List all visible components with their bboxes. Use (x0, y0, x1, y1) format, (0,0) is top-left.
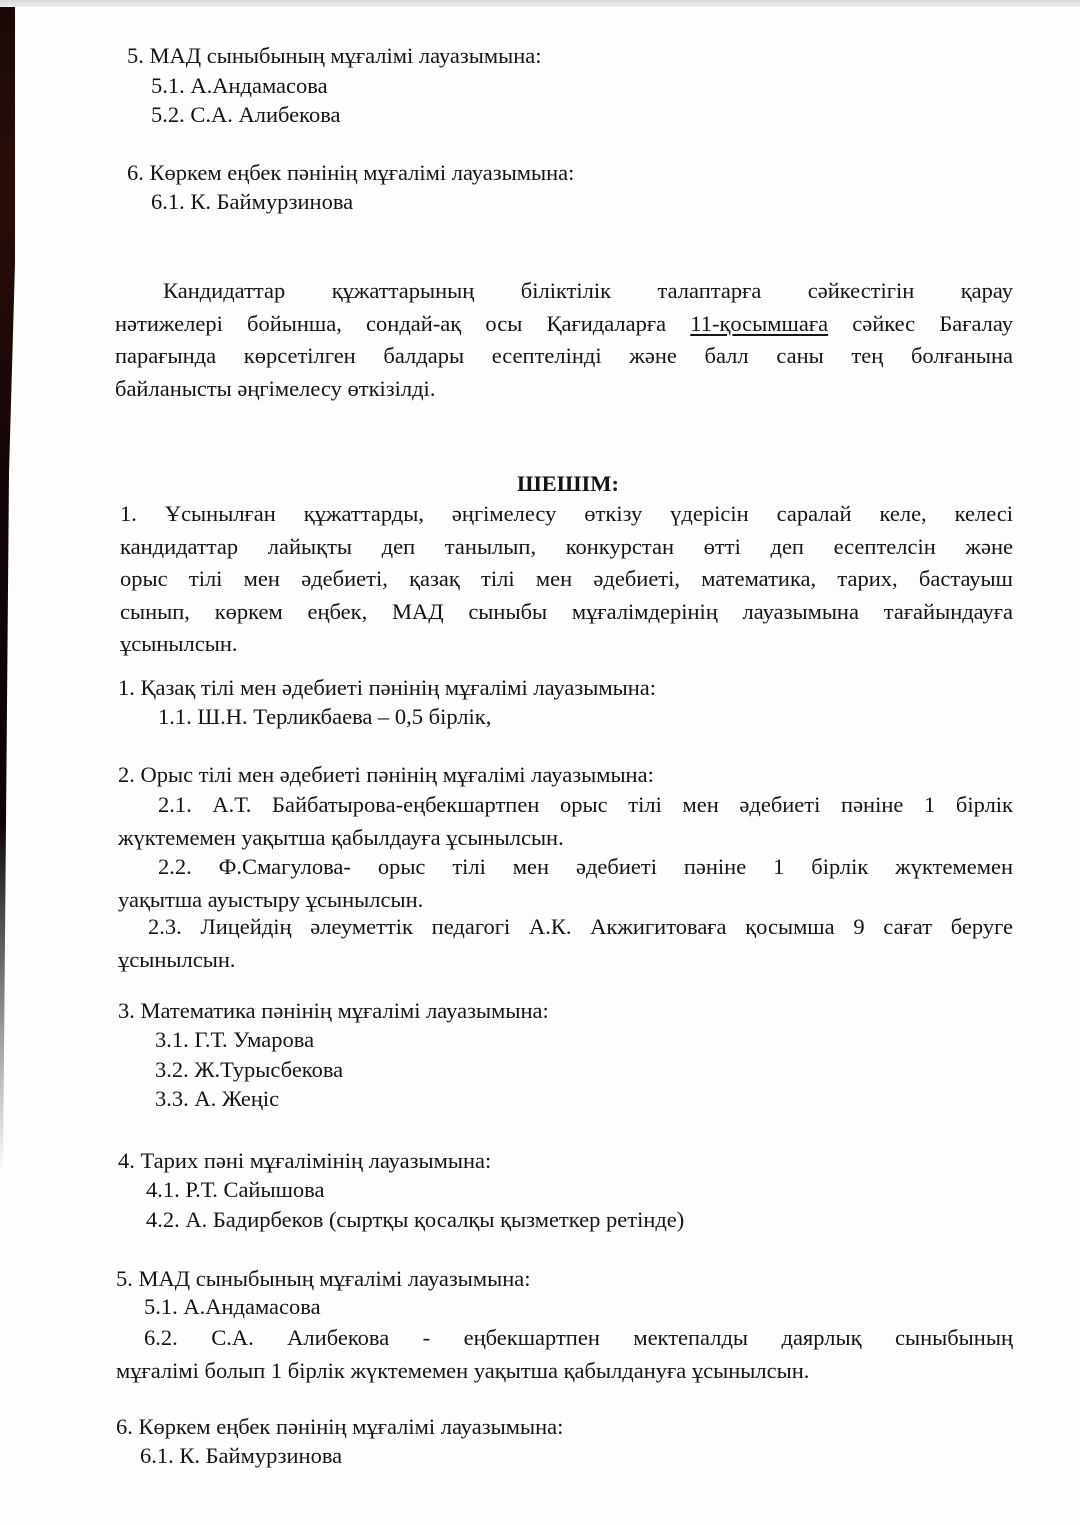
intro-item5-entry-2: 5.2. С.А. Алибекова (151, 102, 341, 127)
decision-point-1 (120, 498, 1013, 661)
point1-line-1: 1. Ұсынылған құжаттарды, әңгімелесу өткізу үдерісін саралай келе, келесі (120, 501, 1013, 526)
section-2-entry-2: 2.2. Ф.Смагулова- орыс тілі мен әдебиеті пәніне 1 бірлік жүктемемен уақытша ауыстыру ұсынылсын. (118, 854, 1013, 912)
section-2-title: 2. Орыс тілі мен әдебиеті пәнінің мұғалімі лауазымына: (118, 762, 654, 787)
intro-item5-title: 5. МАД сыныбының мұғалімі лауазымына: (127, 43, 542, 68)
paragraph-line-1: Кандидаттар құжаттарының біліктілік талаптарға сәйкестігін қарау (163, 278, 1013, 303)
point1-line-4: сынып, көркем еңбек, МАД сыныбы мұғалімдерінің лауазымына тағайындауға (120, 598, 1013, 624)
section-1-entry-1: 1.1. Ш.Н. Терликбаева – 0,5 бірлік, (158, 704, 492, 729)
section-3-entry-1: 3.1. Г.Т. Умарова (155, 1027, 315, 1052)
paragraph-line-3: парағында көрсетілген балдары есептелінді және балл саны тең болғанына (115, 343, 1013, 368)
section-5-entry-1: 5.1. А.Андамасова (144, 1294, 321, 1319)
section-1-title: 1. Қазақ тілі мен әдебиеті пәнінің мұғалімі лауазымына: (118, 675, 657, 700)
point1-line-2: кандидаттар лайықты деп танылып, конкурстан өтті деп есептелсін және (120, 533, 1013, 559)
section-2-entry-1: 2.1. А.Т. Байбатырова-еңбекшартпен орыс тілі мен әдебиеті пәніне 1 бірлік жүктемемен уақытша қабылдауға ұсынылсын. (118, 792, 1013, 850)
section-4-entry-2: 4.2. А. Бадирбеков (сыртқы қосалқы қызметкер ретінде) (146, 1207, 685, 1232)
paragraph-line-2: нәтижелері бойынша, сондай-ақ осы Қағидаларға 11-қосымшаға сәйкес Бағалау (115, 310, 1013, 336)
intro-item6-entry-1: 6.1. К. Баймурзинова (151, 189, 354, 214)
point1-line-3: орыс тілі мен әдебиеті, қазақ тілі мен әдебиеті, математика, тарих, бастауыш (120, 566, 1013, 591)
intro-item5-entry-1: 5.1. А.Андамасова (151, 73, 328, 98)
intro-item6-title: 6. Көркем еңбек пәнінің мұғалімі лауазымына: (127, 160, 575, 185)
findings-paragraph (115, 275, 1013, 405)
section-5-title: 5. МАД сыныбының мұғалімі лауазымына: (116, 1266, 531, 1291)
decision-heading: ШЕШІМ: (517, 471, 619, 496)
section-6-title: 6. Көркем еңбек пәнінің мұғалімі лауазымына: (116, 1414, 564, 1439)
paragraph-line-4: байланысты әңгімелесу өткізілді. (115, 375, 436, 401)
annex-reference: 11-қосымшаға (690, 310, 829, 336)
section-2-entry-3: 2.3. Лицейдің әлеуметтік педагогі А.К. Акжигитоваға қосымша 9 сағат беруге ұсынылсын. (118, 914, 1013, 972)
section-3-title: 3. Математика пәнінің мұғалімі лауазымына: (118, 998, 549, 1023)
section-4-title: 4. Тарих пәні мұғалімінің лауазымына: (118, 1148, 492, 1173)
section-3-entry-2: 3.2. Ж.Турысбекова (155, 1057, 344, 1082)
section-6-entry-1: 6.1. К. Баймурзинова (140, 1443, 343, 1468)
point1-line-5: ұсынылсын. (120, 631, 238, 656)
section-3-entry-3: 3.3. А. Жеңіс (155, 1086, 280, 1111)
section-4-entry-1: 4.1. Р.Т. Сайышова (146, 1177, 325, 1202)
section-5-entry-2: 6.2. С.А. Алибекова - еңбекшартпен мектепалды даярлық сыныбының мұғалімі болып 1 бірлік жүктемемен уақытша қабылдануға ұсынылсын. (116, 1325, 1013, 1383)
